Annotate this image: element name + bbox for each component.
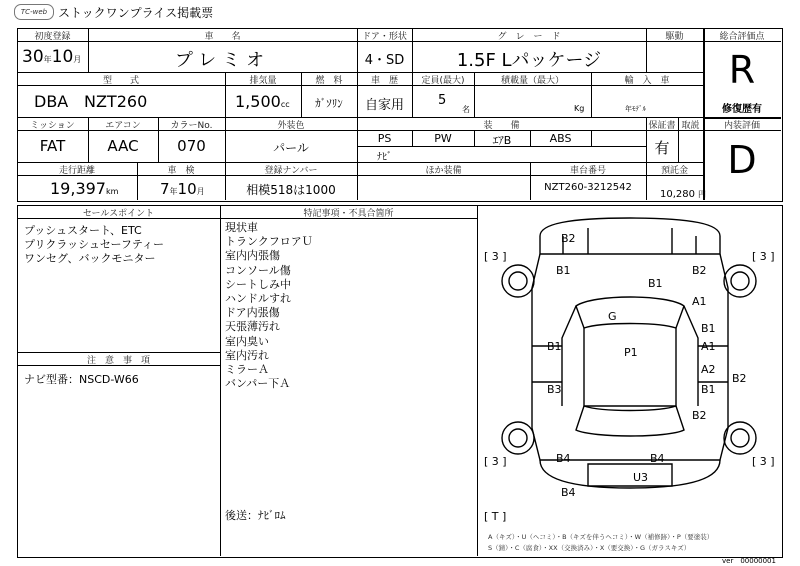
sales-point-item: ワンセグ、バックモニター (24, 252, 156, 266)
special-note-item: バンパー下Ａ (225, 377, 291, 391)
damage-mark: B1 (701, 383, 716, 396)
header-displacement: 排気量 (249, 76, 277, 86)
damage-mark: G (608, 310, 617, 323)
color: パール (273, 141, 309, 155)
damage-mark: B2 (732, 372, 747, 385)
version: ver 00000001 (722, 557, 776, 565)
fuel: ｶﾞｿﾘﾝ (315, 97, 343, 110)
special-note-item: 現状車 (225, 221, 258, 234)
header-model: 型 式 (102, 76, 139, 86)
damage-mark: B3 (547, 383, 562, 396)
page-title: ストックワンプライス掲載票 (58, 6, 214, 20)
aircon: AAC (107, 137, 139, 155)
header-inspection: 車 検 (167, 166, 195, 176)
damage-mark: B1 (701, 322, 716, 335)
damage-mark: B2 (561, 232, 576, 245)
logo: TC-web (14, 4, 54, 20)
damage-mark: A1 (701, 340, 716, 353)
displacement: 1,500cc (235, 92, 290, 111)
header-deposit: 預託金 (660, 166, 688, 176)
header-interior-score: 内装評価 (723, 121, 760, 131)
header-car-name: 車 名 (204, 32, 241, 42)
model: NZT260 (84, 92, 148, 111)
header-chassis: 車台番号 (569, 166, 606, 176)
equipment-pw: PW (434, 132, 452, 145)
damage-mark: A2 (701, 363, 716, 376)
door-shape: 4・SD (364, 53, 405, 68)
header-import: 輸 入 車 (624, 76, 670, 86)
damage-mark: B1 (648, 277, 663, 290)
header-manual: 取説 (681, 121, 700, 131)
equipment-ps: PS (377, 132, 392, 145)
special-note-item: ミラーＡ (225, 363, 269, 377)
special-note-item: ドア内張傷 (225, 306, 280, 320)
special-notes (225, 221, 313, 391)
load-unit: Kg (574, 104, 585, 113)
overall-grade: R (728, 48, 756, 92)
bracket-trunk: [ T ] (484, 510, 507, 523)
header-warranty: 保証書 (648, 121, 676, 131)
header-color: 外装色 (277, 121, 305, 131)
header-color-no: カラーNo. (170, 121, 213, 131)
header-mission: ミッション (30, 121, 75, 131)
bracket-front-left: [ 3 ] (484, 250, 507, 263)
car-name: プレミオ (174, 50, 271, 71)
damage-mark: B1 (556, 264, 571, 277)
sales-points-header: セールスポイント (82, 209, 155, 219)
special-note-item: ハンドルすれ (225, 292, 291, 306)
deposit: 10,280 円 (660, 189, 706, 200)
note-item: ナビ型番：NSCD-W66 (24, 373, 139, 386)
damage-mark: B4 (650, 452, 665, 465)
header-first-registration: 初度登録 (34, 32, 71, 42)
special-note-item: 室内汚れ (225, 348, 269, 362)
grade: 1.5F Lパッケージ (456, 50, 602, 71)
aftersale-note: 後送：ﾅﾋﾞﾛﾑ (225, 509, 286, 522)
special-note-item: 室内内張傷 (225, 249, 280, 263)
special-notes-header: 特記事項・不具合箇所 (303, 209, 394, 219)
warranty: 有 (654, 139, 670, 157)
repair-history: 修復歴有 (722, 104, 762, 115)
registration-date: 30年10月 (22, 47, 82, 67)
legend-line-2: S（錆）・C（腐食）・XX（交換済み）・X（要交換）・G（ガラスキズ） (488, 544, 691, 552)
special-note-item: 室内臭い (225, 334, 269, 348)
sales-point-item: プッシュスタート、ETC (24, 224, 142, 237)
equipment-airbag: ｴｱB (492, 134, 512, 147)
mission: FAT (39, 137, 66, 155)
special-note-item: シートしみ中 (225, 277, 291, 291)
bracket-front-right: [ 3 ] (752, 250, 775, 263)
header-grade: グ レ ー ド (497, 32, 561, 42)
bracket-rear-right: [ 3 ] (752, 455, 775, 468)
notes (24, 373, 139, 387)
header-fuel: 燃 料 (315, 76, 343, 86)
notes-header: 注 意 事 項 (86, 356, 150, 366)
damage-mark: B1 (547, 340, 562, 353)
sales-points (24, 224, 164, 267)
equipment-abs: ABS (549, 132, 572, 145)
bracket-rear-left: [ 3 ] (484, 455, 507, 468)
special-note-item: 天張薄汚れ (225, 320, 280, 334)
capacity: 5 (438, 93, 447, 108)
damage-mark: B2 (692, 264, 707, 277)
equipment-navi: ﾅﾋﾞ (377, 152, 392, 163)
damage-mark: P1 (624, 346, 638, 359)
header-door-shape: ドア・形状 (362, 32, 407, 42)
header-mileage: 走行距離 (58, 166, 95, 176)
damage-mark: B4 (556, 452, 571, 465)
inspection: 7年10月 (160, 180, 205, 198)
legend-line-1: A（キズ）・U（ヘコミ）・B（キズを伴うヘコミ）・W（補修跡）・P（要塗装） (488, 533, 714, 541)
header-drive: 駆動 (665, 32, 684, 42)
special-note-item: トランクフロアＵ (225, 235, 313, 249)
color-no: 070 (177, 137, 206, 155)
model-prefix: DBA (34, 92, 69, 111)
damage-mark: U3 (633, 471, 649, 484)
damage-mark: B4 (561, 486, 576, 499)
header-load: 積載量（最大） (500, 76, 564, 86)
header-plate: 登録ナンバー (264, 166, 318, 176)
header-overall-score: 総合評価点 (719, 32, 765, 42)
damage-mark: A1 (692, 295, 707, 308)
plate-number: 相模518は1000 (246, 183, 336, 197)
header-history: 車 歴 (370, 76, 398, 86)
import-year-label: 年ﾓﾃﾞﾙ (625, 105, 646, 113)
chassis-number: NZT260-3212542 (544, 182, 632, 193)
header-aircon: エアコン (105, 121, 141, 131)
mileage: 19,397km (50, 179, 119, 198)
header-capacity: 定員(最大) (421, 76, 465, 86)
special-note-item: コンソール傷 (225, 263, 291, 277)
capacity-unit: 名 (462, 105, 470, 114)
header-other-equipment: ほか装備 (425, 166, 462, 176)
header-equipment: 装 備 (483, 121, 520, 131)
sales-point-item: プリクラッシュセーフティー (24, 238, 165, 252)
history: 自家用 (364, 98, 404, 113)
damage-mark: B2 (692, 409, 707, 422)
interior-grade: D (727, 138, 757, 182)
